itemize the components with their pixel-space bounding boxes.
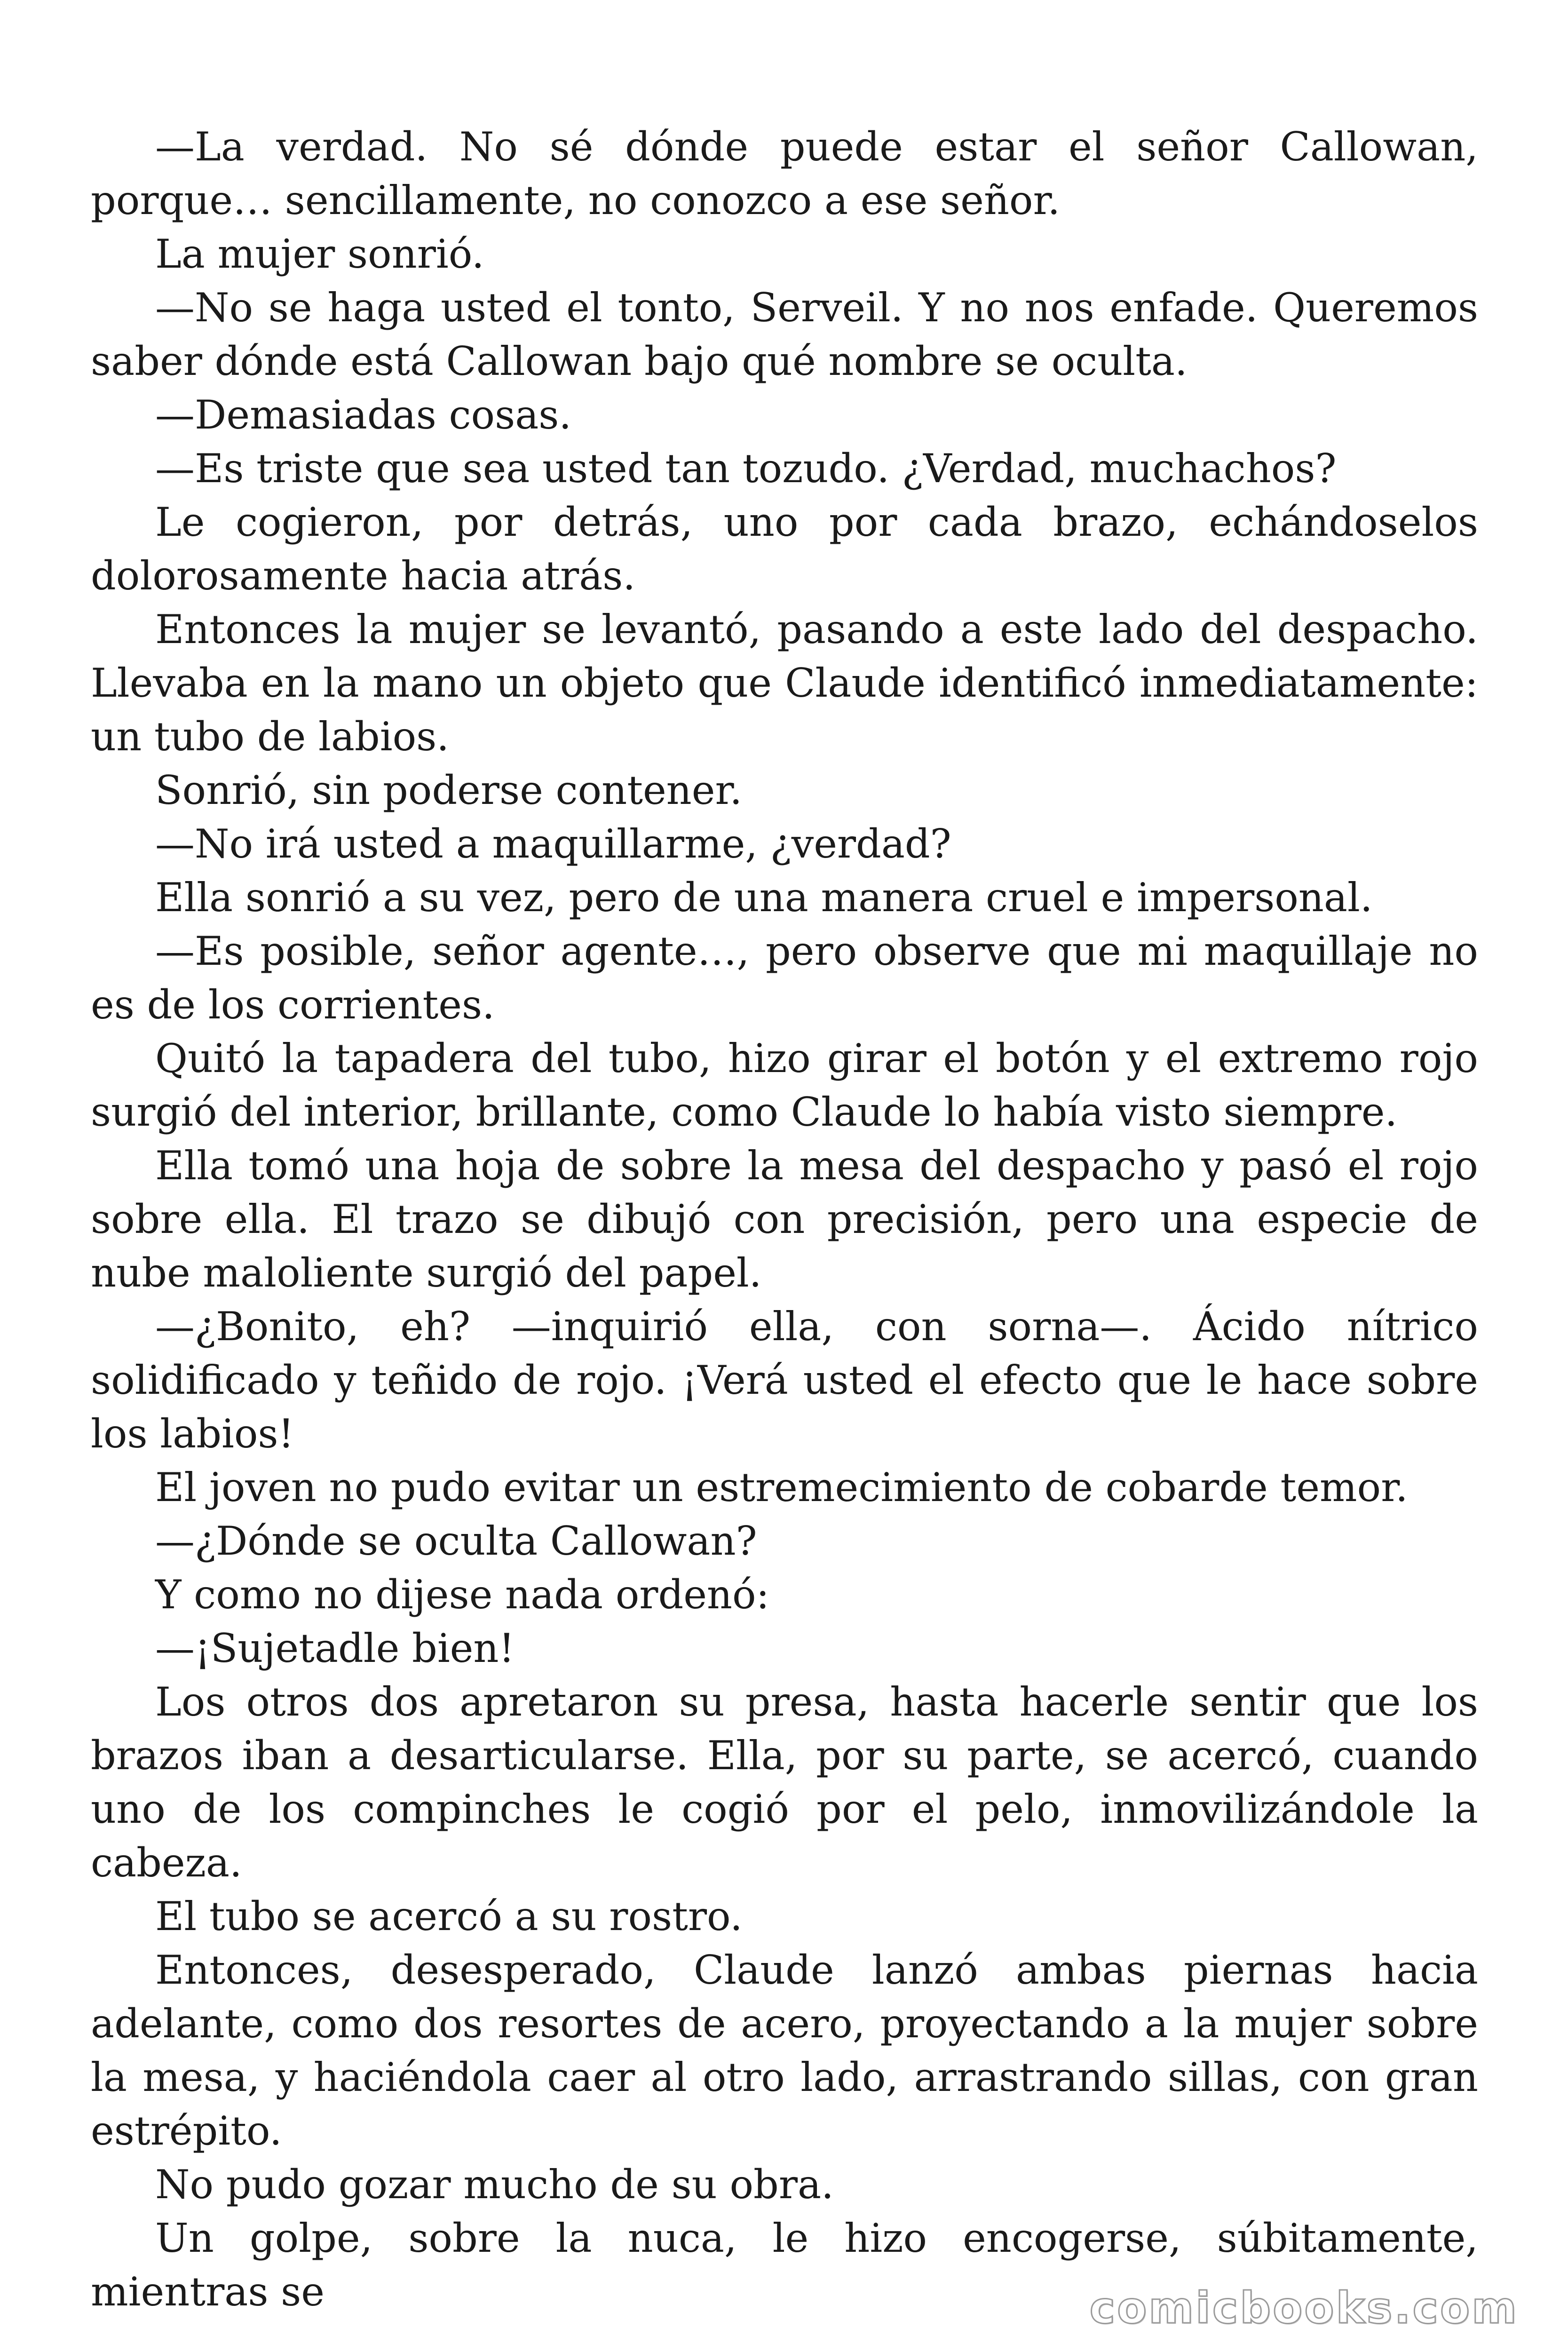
paragraph: El tubo se acercó a su rostro.: [155, 1893, 743, 1939]
paragraph: —La verdad. No sé dónde puede estar el señor Callowan, porque… sencillamente, no conozco a ese señor.: [91, 124, 1478, 223]
paragraph: —¿Dónde se oculta Callowan?: [155, 1518, 757, 1564]
paragraph: Ella tomó una hoja de sobre la mesa del despacho y pasó el rojo sobre ella. El trazo se dibujó con precisión, pero una especie de nube maloliente surgió del papel.: [91, 1143, 1478, 1296]
paragraph: —No irá usted a maquillarme, ¿verdad?: [155, 821, 951, 867]
paragraph: Entonces la mujer se levantó, pasando a este lado del despacho. Llevaba en la mano un objeto que Claude identificó inmediatamente: un tubo de labios.: [91, 606, 1478, 760]
paragraph: —¿Bonito, eh? —inquirió ella, con sorna—. Ácido nítrico solidificado y teñido de rojo. ¡Verá usted el efecto que le hace sobre los labios!: [91, 1303, 1478, 1457]
paragraph: El joven no pudo evitar un estremecimiento de cobarde temor.: [155, 1464, 1408, 1510]
paragraph: —Es triste que sea usted tan tozudo. ¿Verdad, muchachos?: [155, 445, 1337, 492]
paragraph: Quitó la tapadera del tubo, hizo girar el botón y el extremo rojo surgió del interior, brillante, como Claude lo había visto siempre.: [91, 1035, 1478, 1135]
paragraph: Y como no dijese nada ordenó:: [155, 1572, 769, 1618]
paragraph: Los otros dos apretaron su presa, hasta hacerle sentir que los brazos iban a desarticularse. Ella, por su parte, se acercó, cuando uno de los compinches le cogió por el pelo, inmovilizándole la cabeza.: [91, 1679, 1478, 1886]
paragraph: La mujer sonrió.: [155, 231, 484, 277]
paragraph: Entonces, desesperado, Claude lanzó ambas piernas hacia adelante, como dos resortes de acero, proyectando a la mujer sobre la mesa, y haciéndola caer al otro lado, arrastrando sillas, con gran estrépito.: [91, 1947, 1478, 2154]
paragraph: Sonrió, sin poderse contener.: [155, 767, 743, 813]
paragraph: —Demasiadas cosas.: [155, 392, 572, 438]
paragraph: No pudo gozar mucho de su obra.: [155, 2161, 834, 2208]
body-text: [91, 120, 1478, 2319]
paragraph: Ella sonrió a su vez, pero de una manera cruel e impersonal.: [155, 874, 1373, 921]
paragraph: —No se haga usted el tonto, Serveil. Y no nos enfade. Queremos saber dónde está Callowan bajo qué nombre se oculta.: [91, 285, 1478, 384]
paragraph: Un golpe, sobre la nuca, le hizo encogerse, súbitamente, mientras se: [91, 2215, 1478, 2315]
paragraph: Le cogieron, por detrás, uno por cada brazo, echándoselos dolorosamente hacia atrás.: [91, 499, 1478, 599]
paragraph: —Es posible, señor agente…, pero observe que mi maquillaje no es de los corrientes.: [91, 928, 1478, 1028]
paragraph: —¡Sujetadle bien!: [155, 1625, 515, 1671]
watermark: comicbooks.com: [1089, 2283, 1519, 2333]
